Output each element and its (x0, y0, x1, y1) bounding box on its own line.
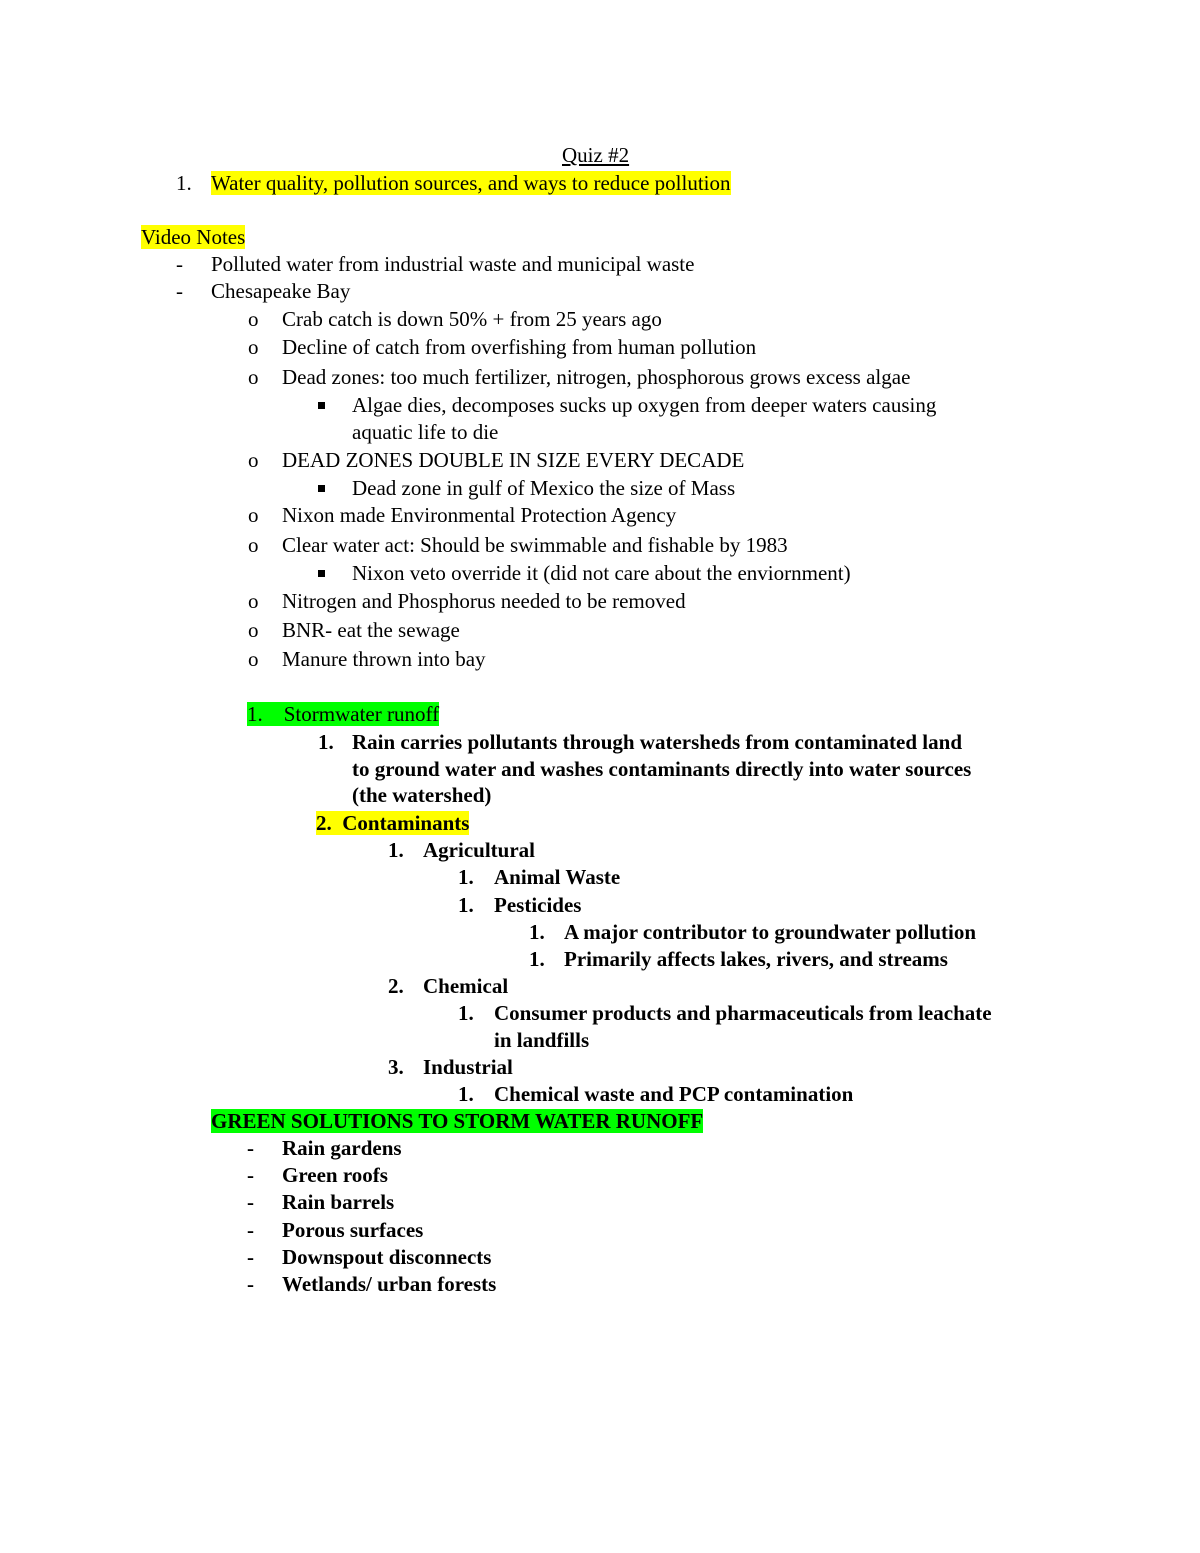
note-item: Polluted water from industrial waste and municipal waste (211, 252, 695, 276)
stormwater-heading-text: Stormwater runoff (283, 702, 440, 726)
note-item: Chesapeake Bay (211, 279, 351, 303)
chemical-fact-cont: in landfills (494, 1028, 590, 1052)
contaminants-marker: 2. (316, 811, 332, 835)
note-subitem: Manure thrown into bay (282, 647, 486, 671)
circle-bullet: o (248, 589, 259, 613)
note-subitem: Nixon made Environmental Protection Agency (282, 503, 677, 527)
list-marker: 1. (458, 1082, 474, 1106)
circle-bullet: o (248, 503, 259, 527)
dash-marker: - (247, 1163, 254, 1187)
solution-item: Porous surfaces (282, 1218, 424, 1242)
stormwater-heading (247, 701, 439, 727)
contaminants-label: Contaminants (342, 811, 470, 835)
note-subsubitem: Nixon veto override it (did not care about the enviornment) (352, 561, 851, 585)
video-notes-heading-text: Video Notes (141, 225, 246, 249)
video-notes-heading (141, 224, 245, 250)
page-title: Quiz #2 (562, 143, 630, 167)
green-solutions-heading (211, 1108, 703, 1134)
circle-bullet: o (248, 307, 259, 331)
note-subitem: DEAD ZONES DOUBLE IN SIZE EVERY DECADE (282, 448, 745, 472)
topic-line (211, 170, 731, 196)
list-marker: 1. (176, 171, 192, 195)
circle-bullet: o (248, 647, 259, 671)
square-bullet-icon (318, 475, 325, 501)
dash-marker: - (176, 252, 183, 276)
note-subitem: BNR- eat the sewage (282, 618, 460, 642)
chemical-label: Chemical (423, 974, 509, 998)
topic-text: Water quality, pollution sources, and ways to reduce pollution (211, 171, 731, 195)
solution-item: Rain barrels (282, 1190, 395, 1214)
note-subitem: Nitrogen and Phosphorus needed to be removed (282, 589, 686, 613)
industrial-fact: Chemical waste and PCP contamination (494, 1082, 854, 1106)
note-subsubitem: Dead zone in gulf of Mexico the size of Mass (352, 476, 736, 500)
note-subsubitem-cont: aquatic life to die (352, 420, 499, 444)
dash-marker: - (247, 1272, 254, 1296)
pesticides-label: Pesticides (494, 893, 582, 917)
animal-waste-label: Animal Waste (494, 865, 621, 889)
solution-item: Green roofs (282, 1163, 388, 1187)
note-subitem: Crab catch is down 50% + from 25 years ago (282, 307, 662, 331)
pesticide-fact: A major contributor to groundwater pollution (564, 920, 977, 944)
list-marker: 1. (388, 838, 404, 862)
circle-bullet: o (248, 365, 259, 389)
green-solutions-heading-text: GREEN SOLUTIONS TO STORM WATER RUNOFF (211, 1109, 704, 1133)
circle-bullet: o (248, 533, 259, 557)
dash-marker: - (247, 1245, 254, 1269)
chemical-fact: Consumer products and pharmaceuticals from leachate (494, 1001, 992, 1025)
circle-bullet: o (248, 335, 259, 359)
note-subitem: Decline of catch from overfishing from human pollution (282, 335, 757, 359)
list-marker: 1. (318, 730, 334, 754)
industrial-label: Industrial (423, 1055, 513, 1079)
square-bullet-icon (318, 560, 325, 586)
list-marker: 1. (458, 865, 474, 889)
contaminants-heading (316, 810, 469, 836)
list-marker: 2. (388, 974, 404, 998)
solution-item: Rain gardens (282, 1136, 402, 1160)
dash-marker: - (247, 1190, 254, 1214)
list-marker: 1. (458, 1001, 474, 1025)
dash-marker: - (176, 279, 183, 303)
list-marker: 1. (529, 920, 545, 944)
note-subitem: Clear water act: Should be swimmable and fishable by 1983 (282, 533, 788, 557)
solution-item: Wetlands/ urban forests (282, 1272, 497, 1296)
note-subitem: Dead zones: too much fertilizer, nitrogen, phosphorous grows excess algae (282, 365, 911, 389)
circle-bullet: o (248, 448, 259, 472)
list-marker: 1. (529, 947, 545, 971)
note-subsubitem: Algae dies, decomposes sucks up oxygen from deeper waters causing (352, 393, 937, 417)
circle-bullet: o (248, 618, 259, 642)
stormwater-point-cont: (the watershed) (352, 783, 492, 807)
dash-marker: - (247, 1218, 254, 1242)
square-bullet-icon (318, 392, 325, 418)
stormwater-marker: 1. (247, 702, 263, 726)
solution-item: Downspout disconnects (282, 1245, 492, 1269)
dash-marker: - (247, 1136, 254, 1160)
stormwater-point: Rain carries pollutants through watersheds from contaminated land (352, 730, 962, 754)
stormwater-point-cont: to ground water and washes contaminants directly into water sources (352, 757, 972, 781)
agricultural-label: Agricultural (423, 838, 535, 862)
list-marker: 1. (458, 893, 474, 917)
pesticide-fact: Primarily affects lakes, rivers, and streams (564, 947, 948, 971)
list-marker: 3. (388, 1055, 404, 1079)
